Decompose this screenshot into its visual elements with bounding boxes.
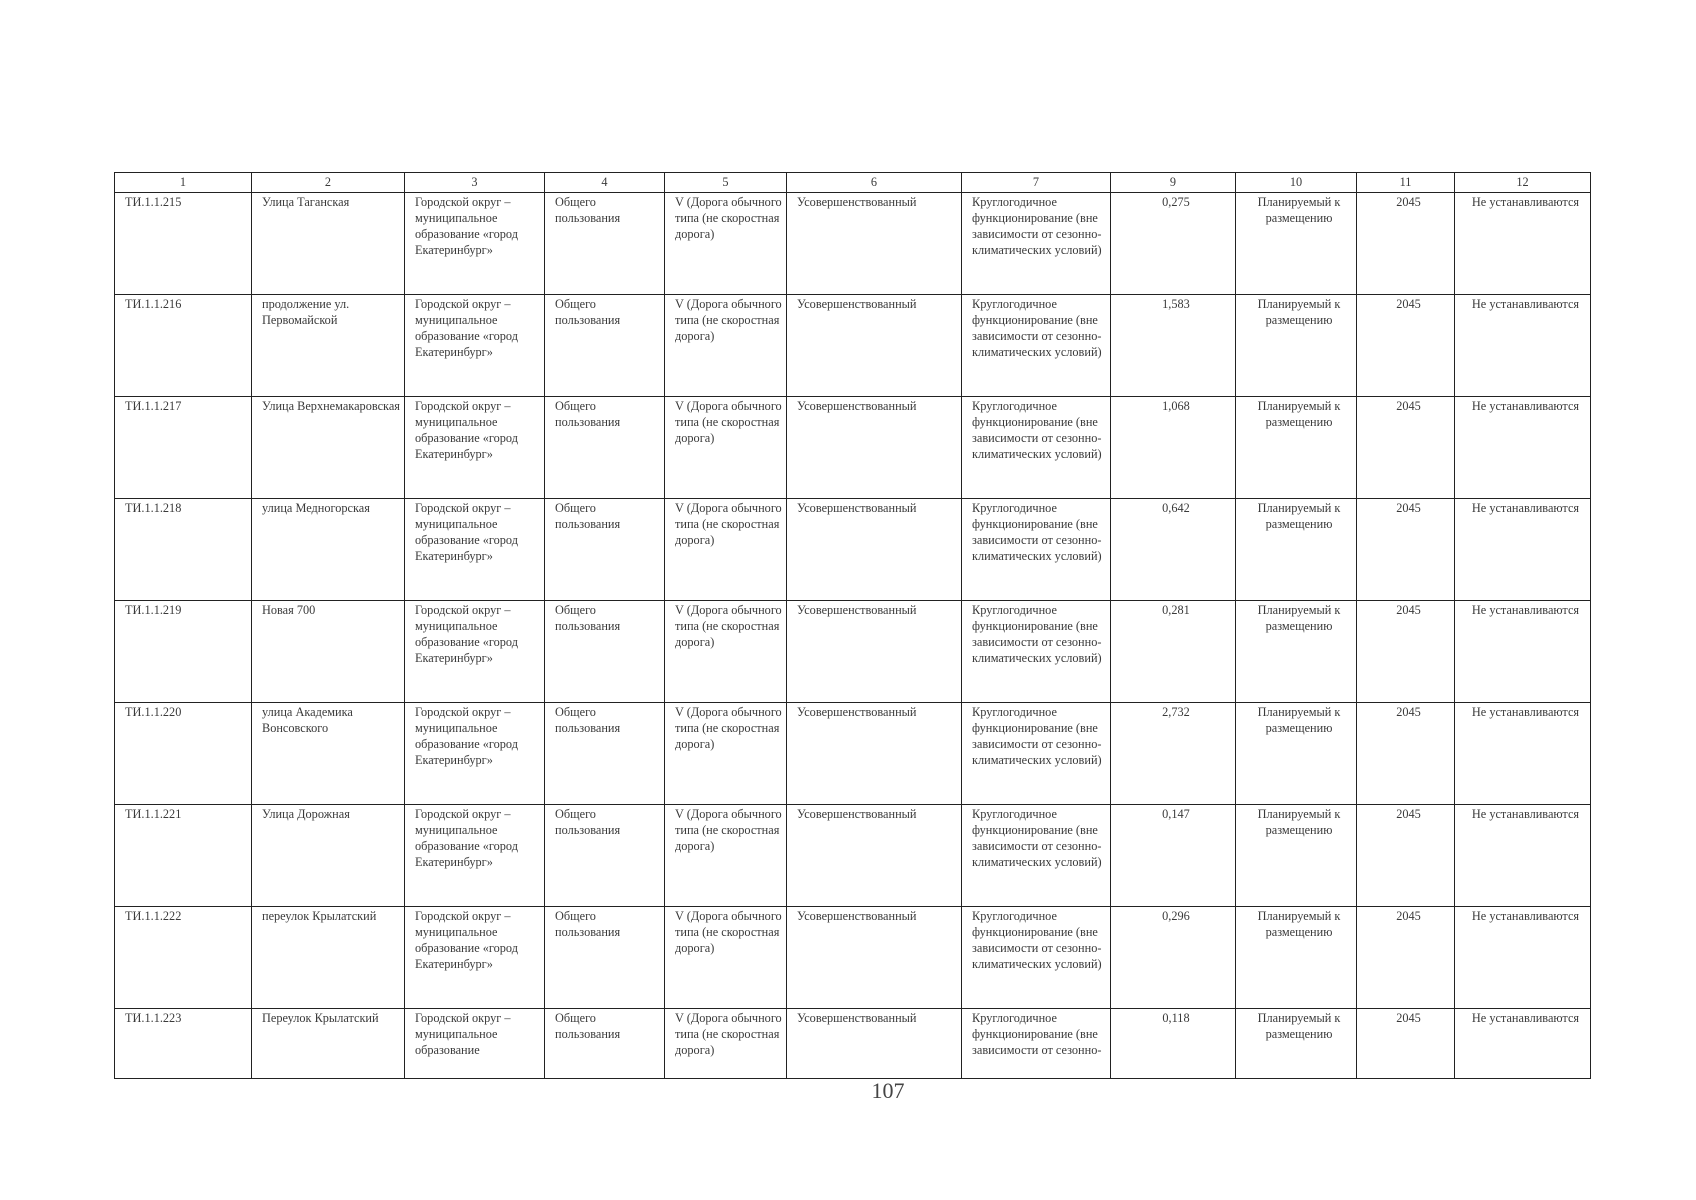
cell-id: ТИ.1.1.215 <box>115 193 252 295</box>
cell-status: Планируемый к размещению <box>1236 703 1357 805</box>
cell-usage: Общего пользования <box>545 907 665 1009</box>
roads-table <box>114 172 1591 1079</box>
cell-operation-mode: Круглогодичное функционирование (вне зависимости от сезонно-климатических условий) <box>962 805 1111 907</box>
column-header: 1 <box>115 173 252 193</box>
document-page <box>114 172 1590 1079</box>
cell-category: V (Дорога обычного типа (не скоростная дорога) <box>665 1009 787 1079</box>
cell-category: V (Дорога обычного типа (не скоростная дорога) <box>665 193 787 295</box>
cell-category: V (Дорога обычного типа (не скоростная дорога) <box>665 907 787 1009</box>
cell-zones: Не устанавливаются <box>1455 499 1591 601</box>
cell-territory: Городской округ – муниципальное образование «город Екатеринбург» <box>405 703 545 805</box>
table-row <box>115 295 1591 397</box>
cell-territory: Городской округ – муниципальное образование «город Екатеринбург» <box>405 907 545 1009</box>
cell-road-name: Переулок Крылатский <box>252 1009 405 1079</box>
column-header: 12 <box>1455 173 1591 193</box>
cell-id: ТИ.1.1.218 <box>115 499 252 601</box>
cell-zones: Не устанавливаются <box>1455 397 1591 499</box>
cell-status: Планируемый к размещению <box>1236 193 1357 295</box>
column-header: 10 <box>1236 173 1357 193</box>
cell-zones: Не устанавливаются <box>1455 907 1591 1009</box>
cell-surface-type: Усовершенствованный <box>787 397 962 499</box>
cell-operation-mode: Круглогодичное функционирование (вне зависимости от сезонно- <box>962 1009 1111 1079</box>
cell-id: ТИ.1.1.222 <box>115 907 252 1009</box>
cell-surface-type: Усовершенствованный <box>787 601 962 703</box>
cell-operation-mode: Круглогодичное функционирование (вне зависимости от сезонно-климатических условий) <box>962 397 1111 499</box>
cell-category: V (Дорога обычного типа (не скоростная дорога) <box>665 601 787 703</box>
column-header: 2 <box>252 173 405 193</box>
table-row <box>115 907 1591 1009</box>
cell-status: Планируемый к размещению <box>1236 1009 1357 1079</box>
cell-id: ТИ.1.1.219 <box>115 601 252 703</box>
cell-year: 2045 <box>1357 193 1455 295</box>
cell-usage: Общего пользования <box>545 703 665 805</box>
cell-road-name: улица Академика Вонсовского <box>252 703 405 805</box>
cell-length: 1,068 <box>1111 397 1236 499</box>
cell-territory: Городской округ – муниципальное образование «город Екатеринбург» <box>405 499 545 601</box>
cell-status: Планируемый к размещению <box>1236 397 1357 499</box>
cell-surface-type: Усовершенствованный <box>787 193 962 295</box>
cell-zones: Не устанавливаются <box>1455 601 1591 703</box>
cell-category: V (Дорога обычного типа (не скоростная дорога) <box>665 499 787 601</box>
cell-operation-mode: Круглогодичное функционирование (вне зависимости от сезонно-климатических условий) <box>962 907 1111 1009</box>
cell-road-name: улица Медногорская <box>252 499 405 601</box>
column-header: 6 <box>787 173 962 193</box>
cell-zones: Не устанавливаются <box>1455 193 1591 295</box>
cell-year: 2045 <box>1357 1009 1455 1079</box>
cell-operation-mode: Круглогодичное функционирование (вне зависимости от сезонно-климатических условий) <box>962 499 1111 601</box>
cell-territory: Городской округ – муниципальное образование «город Екатеринбург» <box>405 397 545 499</box>
cell-length: 0,118 <box>1111 1009 1236 1079</box>
column-header: 7 <box>962 173 1111 193</box>
table-row <box>115 805 1591 907</box>
cell-usage: Общего пользования <box>545 193 665 295</box>
cell-zones: Не устанавливаются <box>1455 295 1591 397</box>
table-header-row <box>115 173 1591 193</box>
table-row <box>115 1009 1591 1079</box>
cell-year: 2045 <box>1357 703 1455 805</box>
page-number: 107 <box>871 1078 905 1103</box>
table-row <box>115 499 1591 601</box>
cell-id: ТИ.1.1.220 <box>115 703 252 805</box>
cell-territory: Городской округ – муниципальное образование «город Екатеринбург» <box>405 601 545 703</box>
table-row <box>115 193 1591 295</box>
cell-length: 0,296 <box>1111 907 1236 1009</box>
cell-length: 0,281 <box>1111 601 1236 703</box>
cell-year: 2045 <box>1357 805 1455 907</box>
cell-year: 2045 <box>1357 295 1455 397</box>
cell-zones: Не устанавливаются <box>1455 703 1591 805</box>
table-row <box>115 703 1591 805</box>
cell-territory: Городской округ – муниципальное образование «город Екатеринбург» <box>405 193 545 295</box>
column-header: 4 <box>545 173 665 193</box>
cell-road-name: Новая 700 <box>252 601 405 703</box>
cell-category: V (Дорога обычного типа (не скоростная дорога) <box>665 295 787 397</box>
cell-surface-type: Усовершенствованный <box>787 1009 962 1079</box>
cell-status: Планируемый к размещению <box>1236 295 1357 397</box>
cell-id: ТИ.1.1.217 <box>115 397 252 499</box>
cell-operation-mode: Круглогодичное функционирование (вне зависимости от сезонно-климатических условий) <box>962 601 1111 703</box>
column-header: 11 <box>1357 173 1455 193</box>
cell-category: V (Дорога обычного типа (не скоростная дорога) <box>665 805 787 907</box>
cell-year: 2045 <box>1357 907 1455 1009</box>
cell-surface-type: Усовершенствованный <box>787 499 962 601</box>
cell-road-name: Улица Верхнемакаровская <box>252 397 405 499</box>
cell-surface-type: Усовершенствованный <box>787 703 962 805</box>
cell-operation-mode: Круглогодичное функционирование (вне зависимости от сезонно-климатических условий) <box>962 193 1111 295</box>
cell-road-name: Улица Таганская <box>252 193 405 295</box>
cell-status: Планируемый к размещению <box>1236 499 1357 601</box>
cell-status: Планируемый к размещению <box>1236 907 1357 1009</box>
cell-usage: Общего пользования <box>545 499 665 601</box>
cell-road-name: Улица Дорожная <box>252 805 405 907</box>
cell-length: 1,583 <box>1111 295 1236 397</box>
cell-surface-type: Усовершенствованный <box>787 805 962 907</box>
column-header: 5 <box>665 173 787 193</box>
cell-category: V (Дорога обычного типа (не скоростная дорога) <box>665 703 787 805</box>
cell-status: Планируемый к размещению <box>1236 805 1357 907</box>
cell-zones: Не устанавливаются <box>1455 805 1591 907</box>
cell-year: 2045 <box>1357 397 1455 499</box>
cell-status: Планируемый к размещению <box>1236 601 1357 703</box>
cell-road-name: продолжение ул. Первомайской <box>252 295 405 397</box>
cell-territory: Городской округ – муниципальное образование «город Екатеринбург» <box>405 805 545 907</box>
cell-zones: Не устанавливаются <box>1455 1009 1591 1079</box>
cell-surface-type: Усовершенствованный <box>787 295 962 397</box>
cell-usage: Общего пользования <box>545 295 665 397</box>
cell-usage: Общего пользования <box>545 805 665 907</box>
cell-id: ТИ.1.1.223 <box>115 1009 252 1079</box>
cell-length: 0,147 <box>1111 805 1236 907</box>
cell-usage: Общего пользования <box>545 397 665 499</box>
table-row <box>115 397 1591 499</box>
table-row <box>115 601 1591 703</box>
column-header: 9 <box>1111 173 1236 193</box>
cell-id: ТИ.1.1.221 <box>115 805 252 907</box>
cell-length: 0,642 <box>1111 499 1236 601</box>
cell-category: V (Дорога обычного типа (не скоростная дорога) <box>665 397 787 499</box>
cell-operation-mode: Круглогодичное функционирование (вне зависимости от сезонно-климатических условий) <box>962 703 1111 805</box>
cell-year: 2045 <box>1357 499 1455 601</box>
cell-road-name: переулок Крылатский <box>252 907 405 1009</box>
column-header: 3 <box>405 173 545 193</box>
cell-territory: Городской округ – муниципальное образование «город Екатеринбург» <box>405 295 545 397</box>
cell-usage: Общего пользования <box>545 601 665 703</box>
cell-usage: Общего пользования <box>545 1009 665 1079</box>
cell-year: 2045 <box>1357 601 1455 703</box>
cell-length: 2,732 <box>1111 703 1236 805</box>
cell-operation-mode: Круглогодичное функционирование (вне зависимости от сезонно-климатических условий) <box>962 295 1111 397</box>
cell-length: 0,275 <box>1111 193 1236 295</box>
cell-surface-type: Усовершенствованный <box>787 907 962 1009</box>
cell-territory: Городской округ – муниципальное образование <box>405 1009 545 1079</box>
cell-id: ТИ.1.1.216 <box>115 295 252 397</box>
